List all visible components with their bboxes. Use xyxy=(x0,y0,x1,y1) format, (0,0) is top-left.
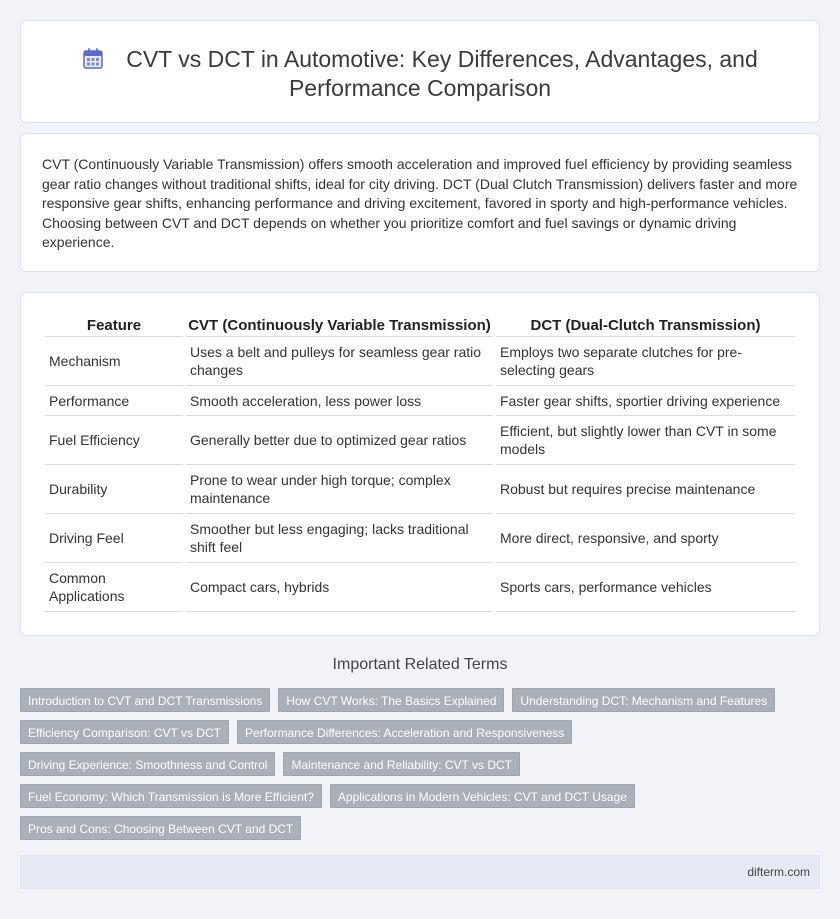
cvt-cell: Smooth acceleration, less power loss xyxy=(186,386,493,416)
column-header-cvt: CVT (Continuously Variable Transmission) xyxy=(186,315,493,337)
related-term-tag[interactable]: Efficiency Comparison: CVT vs DCT xyxy=(20,720,229,744)
table-row xyxy=(45,514,795,563)
footer xyxy=(20,855,820,889)
comparison-table-card xyxy=(20,292,820,636)
title-card xyxy=(20,20,820,123)
table-row xyxy=(45,386,795,416)
dct-cell: Robust but requires precise maintenance xyxy=(496,465,795,514)
dct-cell: Sports cars, performance vehicles xyxy=(496,563,795,612)
feature-cell: Performance xyxy=(45,386,183,416)
related-term-tag[interactable]: Fuel Economy: Which Transmission is More Efficient? xyxy=(20,784,322,808)
intro-card xyxy=(20,133,820,272)
page-title-wrap xyxy=(21,45,819,103)
feature-cell: Fuel Efficiency xyxy=(45,416,183,465)
dct-cell: Efficient, but slightly lower than CVT in some models xyxy=(496,416,795,465)
table-row xyxy=(45,563,795,612)
feature-cell: Common Applications xyxy=(45,563,183,612)
related-term-tag[interactable]: Understanding DCT: Mechanism and Features xyxy=(512,688,775,712)
intro-text: CVT (Continuously Variable Transmission) offers smooth acceleration and improved fuel efficiency by providing seamless gear ratio changes without traditional shifts, ideal for city driving. DCT (Dual Clutch Transmission) delivers faster and more responsive gear shifts, enhancing performance and driving excitement, favored in sporty and high-performance vehicles. Choosing between CVT and DCT depends on whether you prioritize comfort and fuel savings or dynamic driving experience. xyxy=(42,156,798,251)
related-term-tag[interactable]: Applications in Modern Vehicles: CVT and DCT Usage xyxy=(330,784,635,808)
related-terms-title: Important Related Terms xyxy=(332,656,508,673)
related-term-tag[interactable]: Performance Differences: Acceleration and Responsiveness xyxy=(237,720,572,744)
table-row xyxy=(45,465,795,514)
dct-cell: Employs two separate clutches for pre-selecting gears xyxy=(496,337,795,386)
feature-cell: Mechanism xyxy=(45,337,183,386)
dct-cell: Faster gear shifts, sportier driving experience xyxy=(496,386,795,416)
cvt-cell: Prone to wear under high torque; complex maintenance xyxy=(186,465,493,514)
related-term-tag[interactable]: How CVT Works: The Basics Explained xyxy=(278,688,504,712)
related-terms-list xyxy=(20,688,800,840)
table-header-row xyxy=(45,315,795,337)
cvt-cell: Smoother but less engaging; lacks traditional shift feel xyxy=(186,514,493,563)
cvt-cell: Compact cars, hybrids xyxy=(186,563,493,612)
table-row xyxy=(45,337,795,386)
cvt-cell: Uses a belt and pulleys for seamless gear ratio changes xyxy=(186,337,493,386)
related-term-tag[interactable]: Maintenance and Reliability: CVT vs DCT xyxy=(283,752,520,776)
related-term-tag[interactable]: Pros and Cons: Choosing Between CVT and DCT xyxy=(20,816,301,840)
footer-site-link[interactable]: difterm.com xyxy=(747,865,810,879)
related-term-tag[interactable]: Introduction to CVT and DCT Transmissions xyxy=(20,688,270,712)
column-header-feature: Feature xyxy=(45,315,183,337)
feature-cell: Driving Feel xyxy=(45,514,183,563)
column-header-dct: DCT (Dual-Clutch Transmission) xyxy=(496,315,795,337)
cvt-cell: Generally better due to optimized gear ratios xyxy=(186,416,493,465)
comparison-table xyxy=(42,315,798,612)
page-title: CVT vs DCT in Automotive: Key Differences, Advantages, and Performance Comparison xyxy=(126,46,758,101)
dct-cell: More direct, responsive, and sporty xyxy=(496,514,795,563)
related-term-tag[interactable]: Driving Experience: Smoothness and Control xyxy=(20,752,275,776)
feature-cell: Durability xyxy=(45,465,183,514)
calendar-icon xyxy=(82,48,104,70)
table-row xyxy=(45,416,795,465)
